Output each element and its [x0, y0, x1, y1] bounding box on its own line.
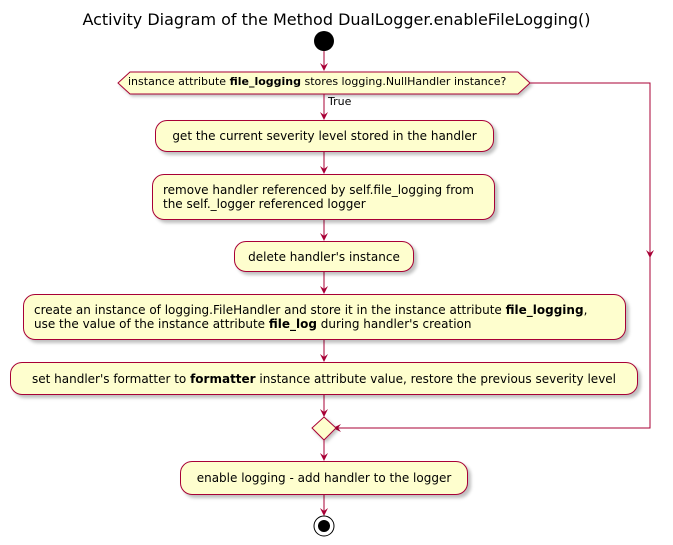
- step-delete-handler: delete handler's instance: [234, 241, 414, 272]
- decision-condition: instance attribute file_logging stores logging.NullHandler instance?: [128, 75, 507, 88]
- start-node: [314, 31, 334, 51]
- diagram-title: Activity Diagram of the Method DualLogger.enableFileLogging(): [82, 10, 591, 29]
- step-get-severity: get the current severity level stored in the handler: [155, 120, 494, 152]
- merge-diamond: [312, 417, 336, 440]
- step-enable-logging: enable logging - add handler to the logger: [180, 461, 468, 495]
- step-create-filehandler: create an instance of logging.FileHandler and store it in the instance attribute file_logging, use the value of the instance attribute file_log during handler's creation: [23, 294, 626, 340]
- step-remove-handler: remove handler referenced by self.file_logging from the self._logger referenced logger: [152, 174, 495, 220]
- branch-true-label: True: [328, 95, 352, 108]
- step-set-formatter: set handler's formatter to formatter instance attribute value, restore the previous severity level: [10, 362, 638, 395]
